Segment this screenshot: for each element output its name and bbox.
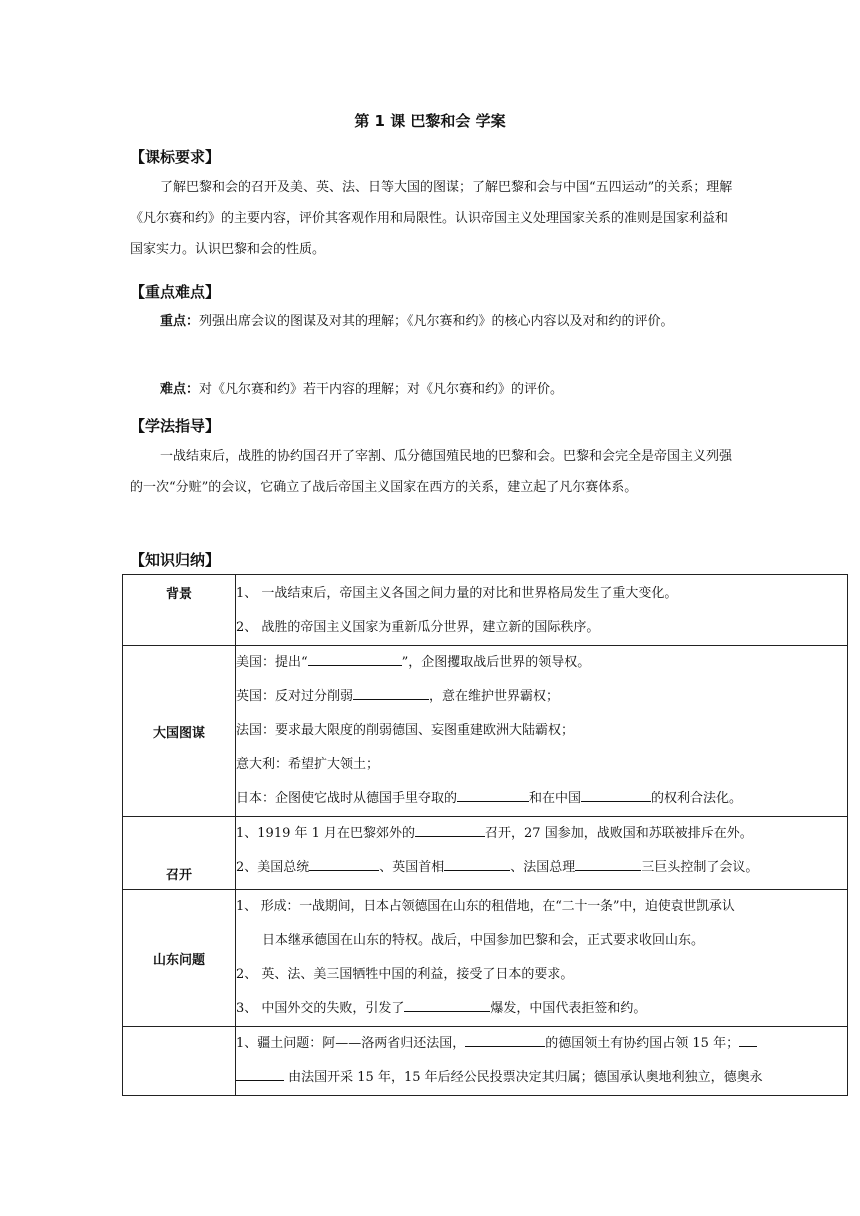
heading-key-points: 【重点难点】	[130, 283, 221, 301]
difficult-point-paragraph	[130, 374, 740, 405]
table-row-treaty	[123, 1027, 848, 1096]
heading-method: 【学法指导】	[130, 417, 221, 435]
heading-requirements: 【课标要求】	[130, 148, 221, 166]
background-line-1: 1、 一战结束后，帝国主义各国之间力量的对比和世界格局发生了重大变化。	[236, 586, 678, 601]
table-row-background	[123, 575, 848, 646]
row-body-background	[236, 575, 848, 646]
requirements-text: 了解巴黎和会的召开及美、英、法、日等大国的图谋；了解巴黎和会与中国“五四运动”的关系；理解《凡尔赛和约》的主要内容，评价其客观作用和局限性。认识帝国主义处理国家关系的准则是国家利益和国家实力。认识巴黎和会的性质。	[130, 180, 733, 257]
blank-fr-premier[interactable]	[575, 855, 641, 871]
plan-japan: 日本：企图使它战时从德国手里夺取的 和在中国 的权利合法化。	[236, 782, 847, 816]
row-label-treaty	[123, 1027, 236, 1096]
blank-uk-pm[interactable]	[444, 855, 510, 871]
table-row-shandong	[123, 890, 848, 1027]
background-line-2: 2、 战胜的帝国主义国家为重新瓜分世界，建立新的国际秩序。	[236, 620, 600, 635]
plan-italy: 意大利：希望扩大领土；	[236, 757, 380, 772]
row-body-shandong	[236, 890, 848, 1027]
knowledge-table	[122, 574, 848, 1096]
plan-usa: 美国：提出“ ”，企图攫取战后世界的领导权。	[236, 646, 847, 680]
blank-movement[interactable]	[404, 996, 490, 1012]
blank-region-start[interactable]	[739, 1031, 757, 1047]
plan-france: 法国：要求最大限度的削弱德国、妄图重建欧洲大陆霸权；	[236, 723, 575, 738]
blank-convene-place[interactable]	[415, 821, 485, 837]
row-label-convene: 召开	[123, 817, 236, 890]
shandong-line-3: 3、 中国外交的失败，引发了 爆发，中国代表拒签和约。	[236, 992, 847, 1026]
blank-usa[interactable]	[308, 650, 402, 666]
blank-japan-1[interactable]	[457, 786, 529, 802]
treaty-line-1: 1、疆土问题：阿——洛两省归还法国， 的德国领土有协约国占领 15 年；	[236, 1027, 847, 1061]
blank-region-end[interactable]	[236, 1065, 284, 1081]
blank-japan-2[interactable]	[581, 786, 651, 802]
key-label: 重点：	[160, 314, 200, 329]
row-label-shandong: 山东问题	[123, 890, 236, 1027]
table-row-convene	[123, 817, 848, 890]
convene-line-2: 2、美国总统 、英国首相 、法国总理 三巨头控制了会议。	[236, 851, 847, 885]
plan-uk: 英国：反对过分削弱 ，意在维护世界霸权；	[236, 680, 847, 714]
row-label-plans: 大国图谋	[123, 646, 236, 817]
difficult-text: 对《凡尔赛和约》若干内容的理解；对《凡尔赛和约》的评价。	[199, 382, 564, 397]
heading-summary: 【知识归纳】	[130, 551, 221, 569]
requirements-paragraph	[130, 172, 740, 265]
row-body-treaty	[236, 1027, 848, 1096]
shandong-line-1a: 1、 形成：一战期间，日本占领德国在山东的租借地，在“二十一条”中，迫使袁世凯承认	[236, 899, 735, 914]
method-text: 一战结束后，战胜的协约国召开了宰割、瓜分德国殖民地的巴黎和会。巴黎和会完全是帝国主义列强的一次“分赃”的会议，它确立了战后帝国主义国家在西方的关系，建立起了凡尔赛体系。	[130, 449, 733, 495]
shandong-line-1b: 日本继承德国在山东的特权。战后，中国参加巴黎和会，正式要求收回山东。	[262, 933, 705, 948]
row-body-convene	[236, 817, 848, 890]
key-point-paragraph	[130, 306, 740, 337]
convene-line-1: 1、1919 年 1 月在巴黎郊外的 召开，27 国参加，战败国和苏联被排斥在外。	[236, 817, 847, 851]
key-text: 列强出席会议的图谋及对其的理解；《凡尔赛和约》的核心内容以及对和约的评价。	[199, 314, 674, 329]
table-row-plans	[123, 646, 848, 817]
page-title: 第 1 课 巴黎和会 学案	[354, 112, 506, 130]
treaty-line-2: 由法国开采 15 年，15 年后经公民投票决定其归属；德国承认奥地利独立，德奥永	[236, 1061, 847, 1095]
blank-territory[interactable]	[465, 1031, 545, 1047]
shandong-line-2: 2、 英、法、美三国牺牲中国的利益，接受了日本的要求。	[236, 967, 574, 982]
method-paragraph	[130, 441, 740, 503]
blank-us-president[interactable]	[309, 855, 379, 871]
row-body-plans	[236, 646, 848, 817]
row-label-background: 背景	[123, 575, 236, 646]
difficult-label: 难点：	[160, 382, 200, 397]
blank-uk[interactable]	[353, 684, 429, 700]
